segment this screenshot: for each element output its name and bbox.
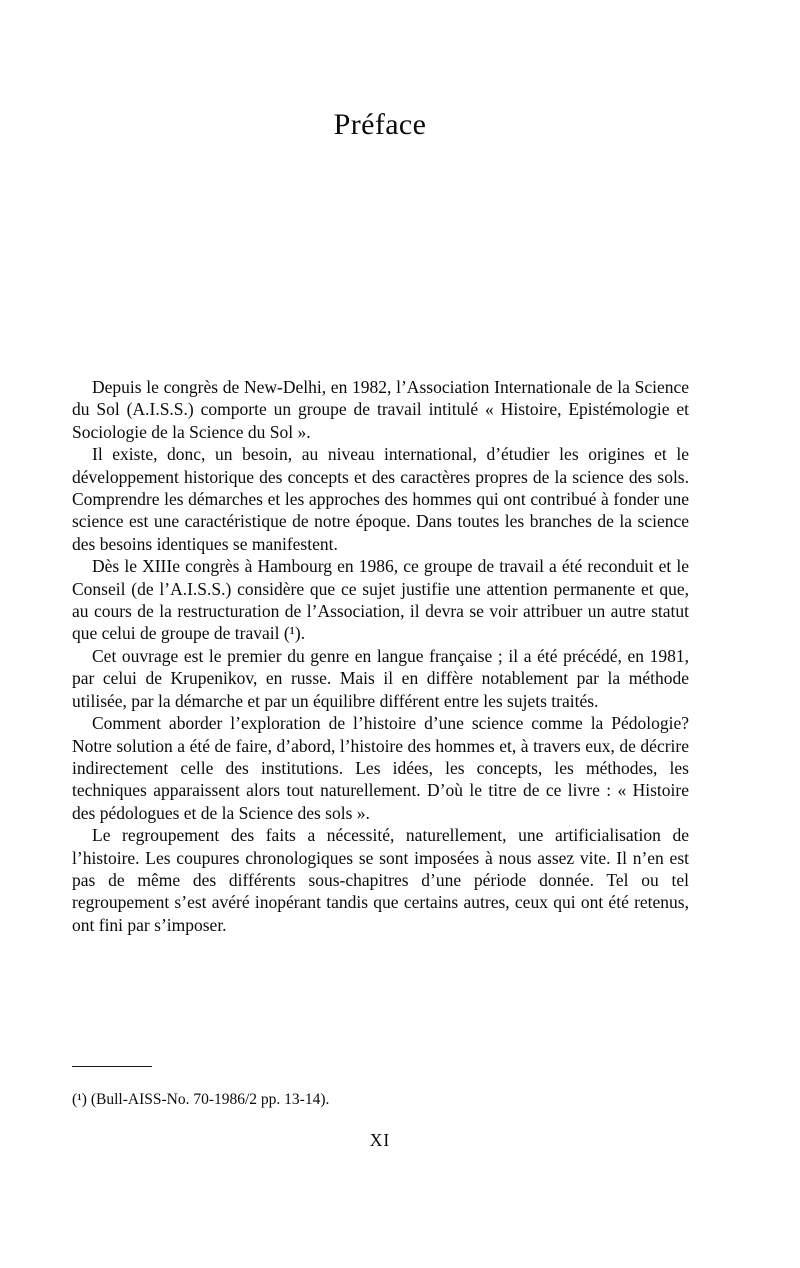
paragraph: Comment aborder l’exploration de l’histoire d’une science comme la Pédologie? Notre solution a été de faire, d’abord, l’histoire des hommes et, à travers eux, de décrire indirectement celle des institutions. Les idées, les concepts, les méthodes, les techniques apparaissent alors tout naturellement. D’où le titre de ce livre : « Histoire des pédologues et de la Science des sols ». [72,713,689,823]
page-title: Préface [333,108,427,141]
paragraph: Dès le XIIIe congrès à Hambourg en 1986, ce groupe de travail a été reconduit et le Conseil (de l’A.I.S.S.) considère que ce sujet justifie une attention permanente et que, au cours de la restructuration de l’Association, il devra se voir attribuer un autre statut que celui de groupe de travail (¹). [72,556,689,644]
paragraph: Il existe, donc, un besoin, au niveau international, d’étudier les origines et le développement historique des concepts et des caractères propres de la science des sols. Comprendre les démarches et les approches des hommes qui ont contribué à fonder une science est une caractéristique de notre époque. Dans toutes les branches de la science des besoins identiques se manifestent. [72,444,689,554]
preface-body [72,376,689,936]
footnote: (¹) (Bull-AISS-No. 70-1986/2 pp. 13-14). [72,1091,330,1108]
paragraph: Depuis le congrès de New-Delhi, en 1982, l’Association Internationale de la Science du Sol (A.I.S.S.) comporte un groupe de travail intitulé « Histoire, Epistémologie et Sociologie de la Science du Sol ». [72,377,689,442]
footnote-divider [72,1066,152,1067]
paragraph: Le regroupement des faits a nécessité, naturellement, une artificialisation de l’histoire. Les coupures chronologiques se sont imposées à nous assez vite. Il n’en est pas de même des différents sous-chapitres d’une période donnée. Tel ou tel regroupement s’est avéré inopérant tandis que certains autres, ceux qui ont été retenus, ont fini par s’imposer. [72,825,689,935]
paragraph: Cet ouvrage est le premier du genre en langue française ; il a été précédé, en 1981, par celui de Krupenikov, en russe. Mais il en diffère notablement par la méthode utilisée, par la démarche et par un équilibre différent entre les sujets traités. [72,645,689,711]
page-number: XI [369,1130,391,1150]
